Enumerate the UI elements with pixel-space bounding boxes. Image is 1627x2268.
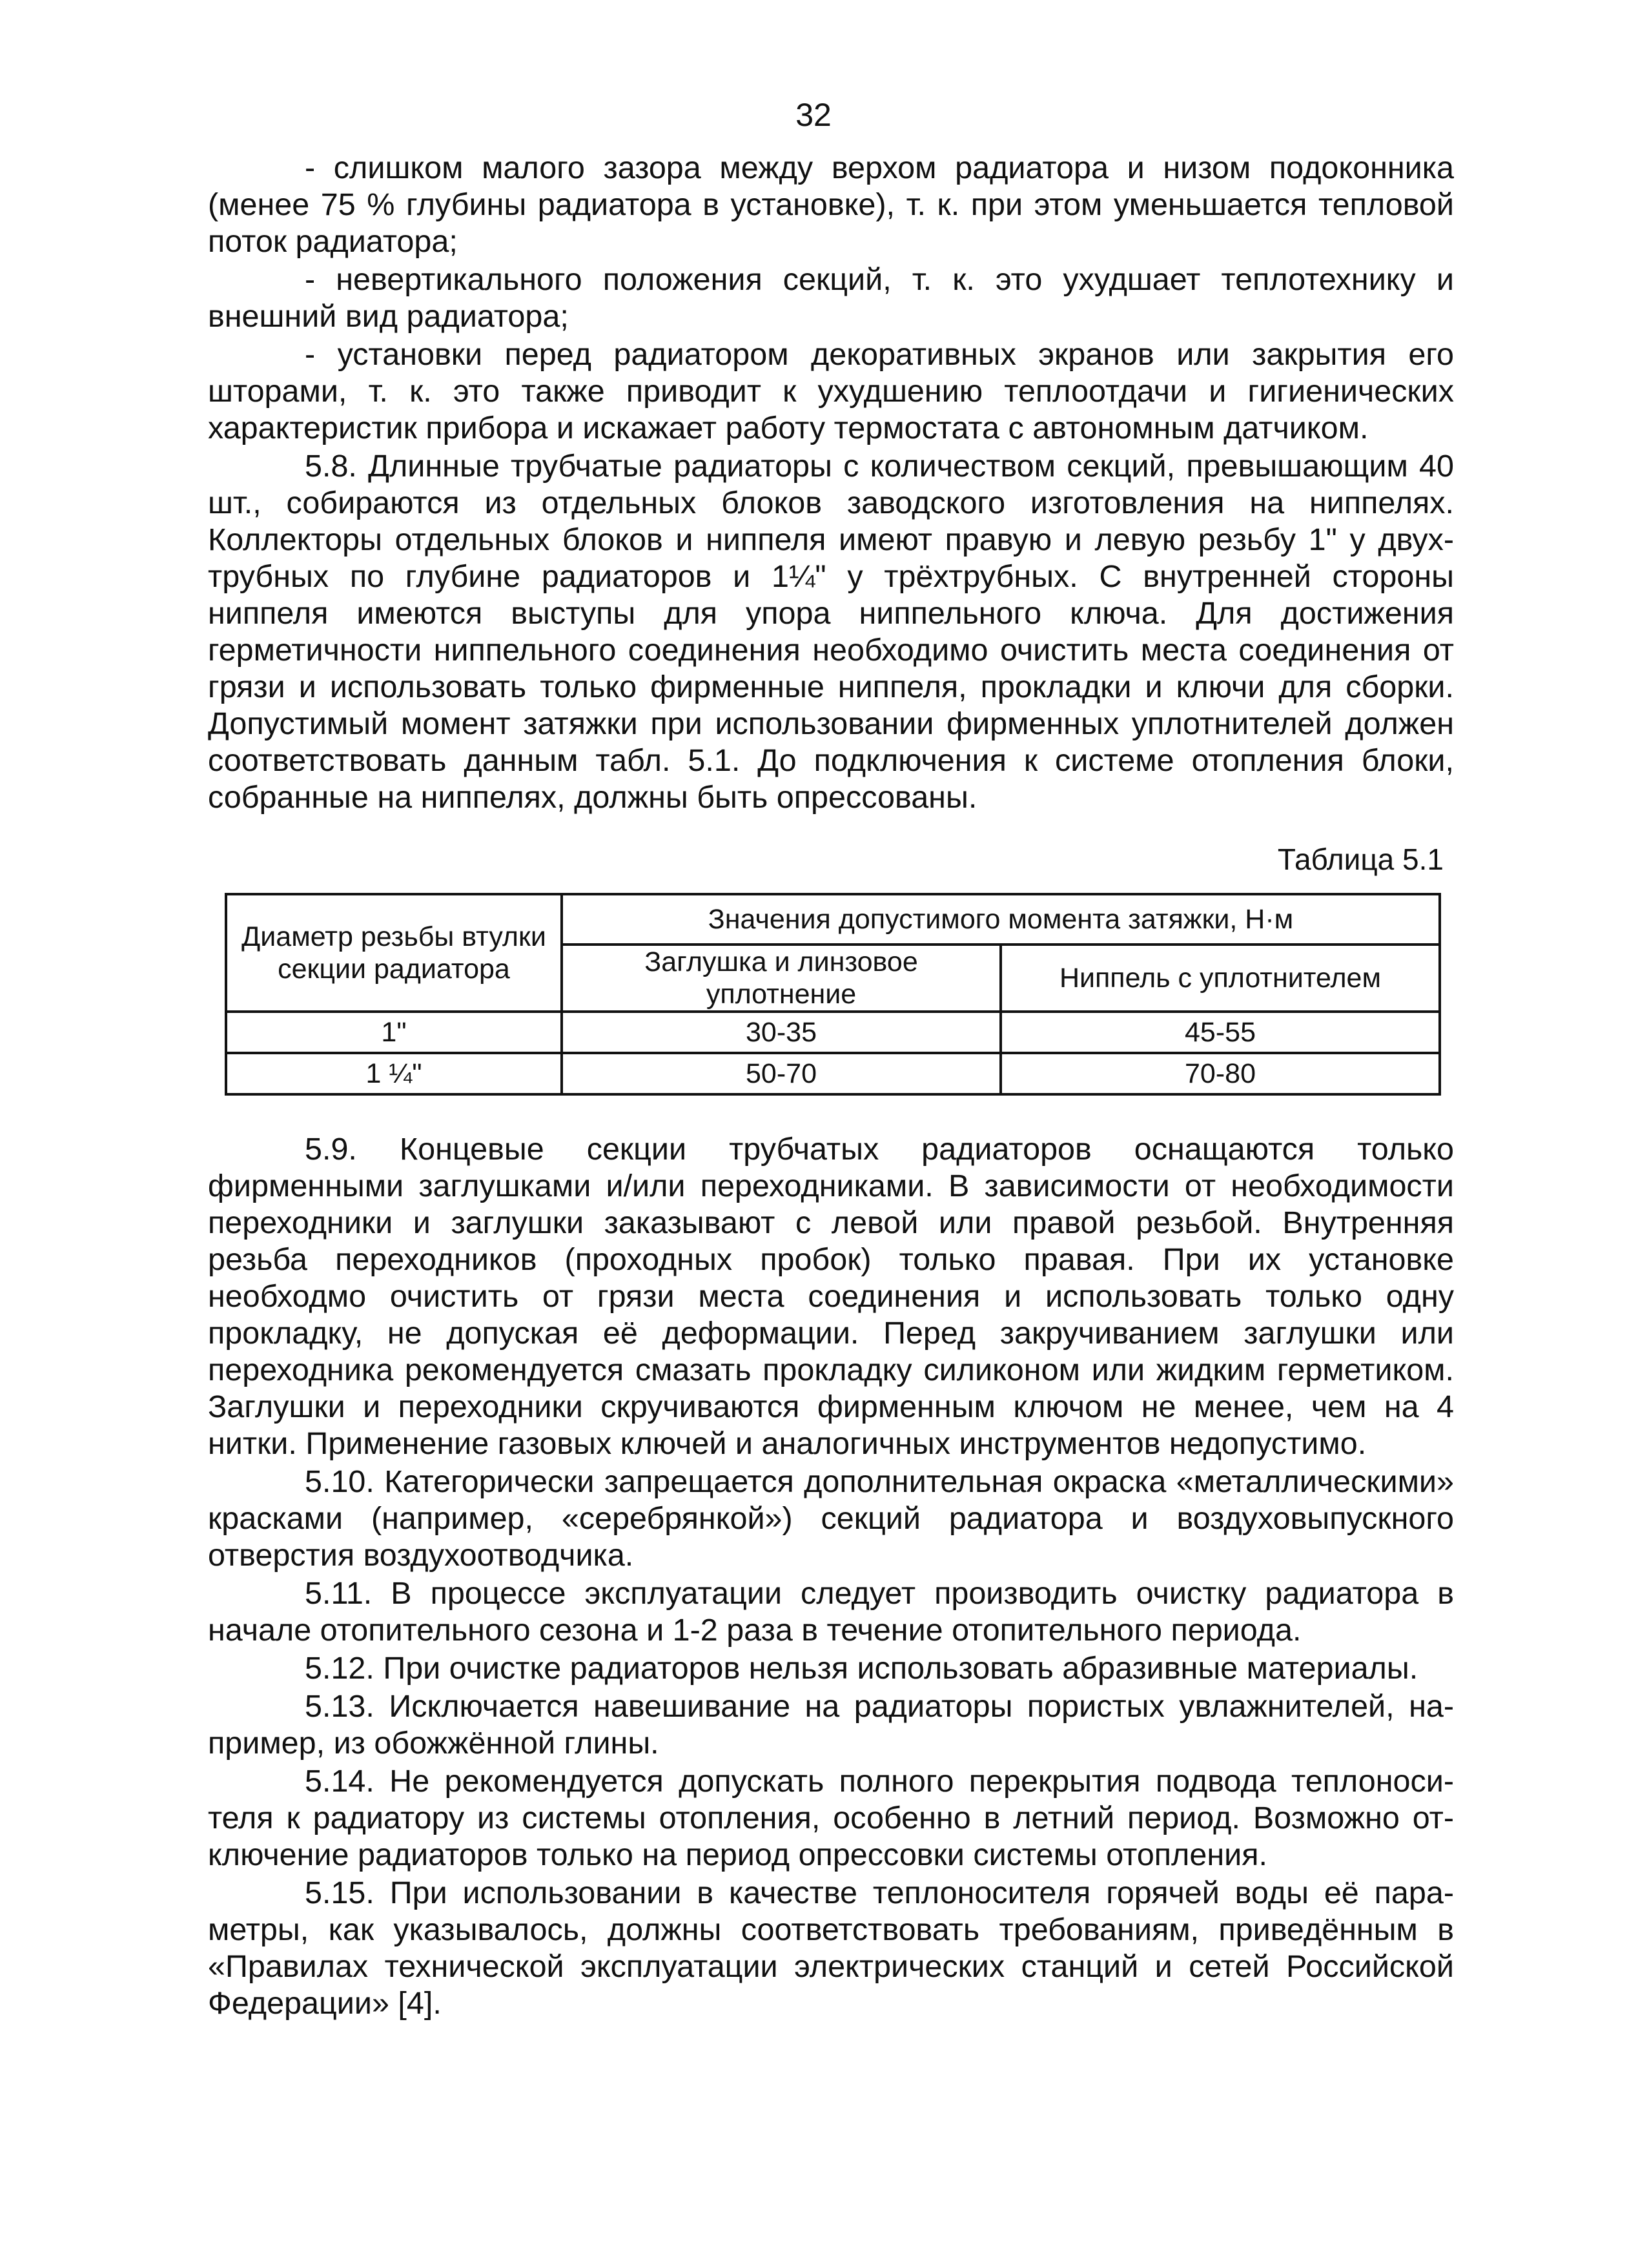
cell-nipple-torque: 70-80: [1001, 1053, 1440, 1094]
table-row: [226, 1012, 1440, 1053]
table-header-row: [226, 894, 1440, 945]
cell-plug-torque: 50-70: [562, 1053, 1001, 1094]
header-torque-group: Значения допустимого момента затяжки, Н·м: [562, 894, 1440, 945]
paragraph-5-10: 5.10. Категорически запрещается дополнительная окраска «металлическими» красками (например, «серебрянкой») секций радиатора и воздуховыпускного отверстия воздухоотводчика.: [208, 1464, 1454, 1573]
paragraph-5-9: 5.9. Концевые секции трубчатых радиаторов оснащаются только фирменными заглушками и/или переходниками. В зависимости от необходимости переходники и заглушки заказывают с левой или правой резьбой. Внутренняя резьба переходников (проходных пробок) только правая. При их установке необходмо очистить от грязи места соединения и использовать только одну прокладку, не допуская её деформации. Перед закручиванием заглушки или переходника рекомендуется смазать прокладку силиконом или жидким герметиком. Заглушки и переходники скручиваются фирменным ключом не менее, чем на 4 нитки. Применение газовых ключей и аналогичных инструментов недопустимо.: [208, 1132, 1454, 1461]
torque-table: [225, 893, 1441, 1096]
table-row: [226, 1053, 1440, 1094]
header-thread-diameter: Диаметр резьбы втулки секции радиатора: [226, 894, 562, 1012]
cell-diameter: 1": [226, 1012, 562, 1053]
paragraph-5-12: 5.12. При очистке радиаторов нельзя использовать абразивные материалы.: [305, 1651, 1418, 1686]
paragraph-5-14: 5.14. Не рекомендуется допускать полного перекрытия подвода теплоносителя к радиатору из системы отопления, особенно в летний период. Возможно отключение радиаторов только на период опрессовки системы отопления.: [208, 1764, 1454, 1872]
paragraph-5-8: 5.8. Длинные трубчатые радиаторы с количеством секций, превышающим 40 шт., собираются из отдельных блоков заводского изготовления на ниппелях. Коллекторы отдельных блоков и ниппеля имеют правую и левую резьбу 1" у двухтрубных по глубине радиаторов и 1¼" у трёхтрубных. С внутренней стороны ниппеля имеются выступы для упора ниппельного ключа. Для достижения герметичности ниппельного соединения необходимо очистить места соединения от грязи и использовать только фирменные ниппеля, прокладки и ключи для сборки. Допустимый момент затяжки при использовании фирменных уплотнителей должен соответствовать данным табл. 5.1. До подключения к системе отопления блоки, собранные на ниппелях, должны быть опрессованы.: [208, 449, 1454, 815]
cell-plug-torque: 30-35: [562, 1012, 1001, 1053]
page-number: 32: [795, 97, 832, 133]
header-plug-lens-seal: Заглушка и линзовое уплотнение: [562, 945, 1001, 1012]
paragraph-5-15: 5.15. При использовании в качестве теплоносителя горячей воды её параметры, как указывалось, должны соответствовать требованиям, приведённым в «Правилах технической эксплуатации электрических станций и сетей Российской Федерации» [4].: [208, 1875, 1454, 2021]
header-nipple-seal: Ниппель с уплотнителем: [1001, 945, 1440, 1012]
cell-nipple-torque: 45-55: [1001, 1012, 1440, 1053]
paragraph-gap-below-sill: - слишком малого зазора между верхом радиатора и низом подоконника (менее 75 % глубины радиатора в установке), т. к. при этом уменьшается тепловой поток радиатора;: [208, 150, 1454, 259]
table-caption: Таблица 5.1: [1277, 843, 1444, 876]
text-block-lower: [208, 1131, 1454, 2022]
paragraph-5-11: 5.11. В процессе эксплуатации следует производить очистку радиатора в начале отопительного сезона и 1-2 раза в течение отопительного периода.: [208, 1576, 1454, 1648]
paragraph-non-vertical-sections: - невертикального положения секций, т. к. это ухудшает теплотехнику и внешний вид радиатора;: [208, 262, 1454, 334]
text-block-upper: [208, 150, 1454, 816]
paragraph-5-13: 5.13. Исключается навешивание на радиаторы пористых увлажнителей, например, из обожжённой глины.: [208, 1689, 1454, 1761]
cell-diameter: 1 ¼": [226, 1053, 562, 1094]
paragraph-decorative-screens: - установки перед радиатором декоративных экранов или закрытия его шторами, т. к. это также приводит к ухудшению теплоотдачи и гигиенических характеристик прибора и искажает работу термостата с автономным датчиком.: [208, 337, 1454, 445]
